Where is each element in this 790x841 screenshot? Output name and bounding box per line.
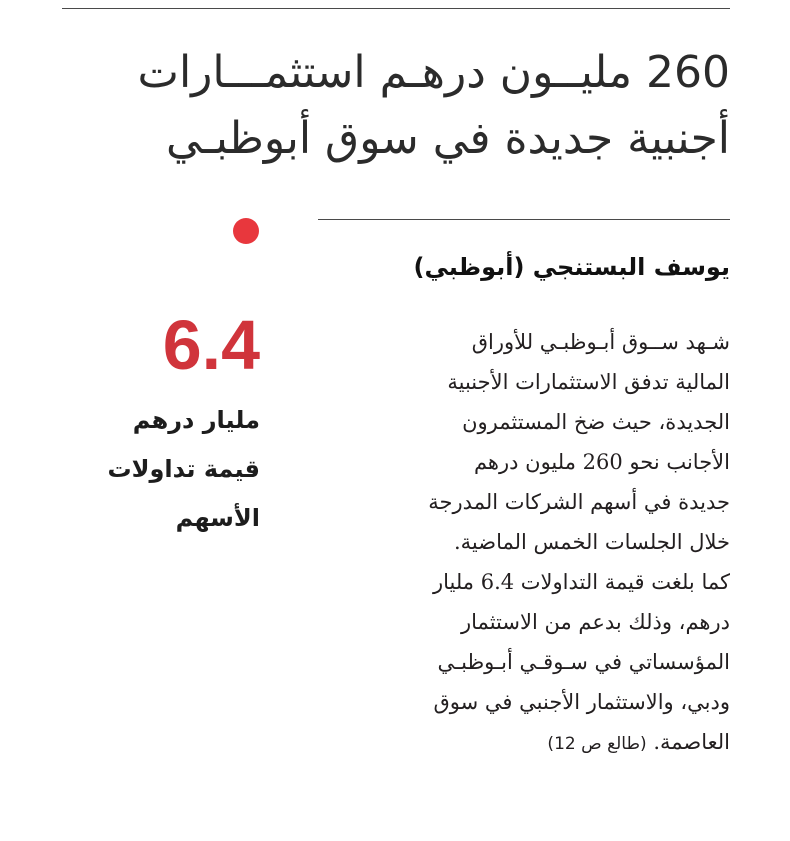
byline: يوسف البستنجي (أبوظبي) — [413, 253, 730, 281]
stat-label — [60, 396, 260, 543]
page-reference: (طالع ص 12) — [547, 734, 647, 754]
stat-value: 6.4 — [162, 306, 260, 384]
headline-line-1: 260 مليــون درهـم استثمـــارات — [137, 47, 730, 98]
body-line: المالية تدفق الاستثمارات الأجنبية — [447, 370, 730, 394]
red-dot-marker — [233, 218, 259, 244]
body-line: درهم، وذلك بدعم من الاستثمار — [461, 610, 730, 634]
body-line: كما بلغت قيمة التداولات 6.4 مليار — [432, 570, 730, 594]
top-rule — [62, 8, 730, 9]
body-line: خلال الجلسات الخمس الماضية. — [453, 530, 730, 554]
body-line: شـهد ســوق أبـوظبـي للأوراق — [471, 330, 730, 354]
byline-rule — [318, 219, 730, 220]
body-line: الجديدة، حيث ضخ المستثمرون — [462, 410, 730, 434]
stat-label-line: الأسهم — [175, 504, 260, 532]
body-line: الأجانب نحو 260 مليون درهم — [473, 450, 730, 474]
body-last-line — [306, 722, 730, 764]
headline-line-2: أجنبية جديدة في سوق أبوظبـي — [166, 113, 730, 164]
body-line: المؤسساتي في سـوقـي أبـوظبـي — [437, 650, 730, 674]
article-body — [306, 322, 730, 764]
stat-label-line: مليار درهم — [132, 406, 260, 434]
body-line: ودبي، والاستثمار الأجنبي في سوق — [433, 690, 730, 714]
body-line: جديدة في أسهم الشركات المدرجة — [428, 490, 730, 514]
headline — [50, 40, 730, 172]
body-line: العاصمة. — [653, 730, 730, 754]
stat-label-line: قيمة تداولات — [107, 455, 260, 483]
